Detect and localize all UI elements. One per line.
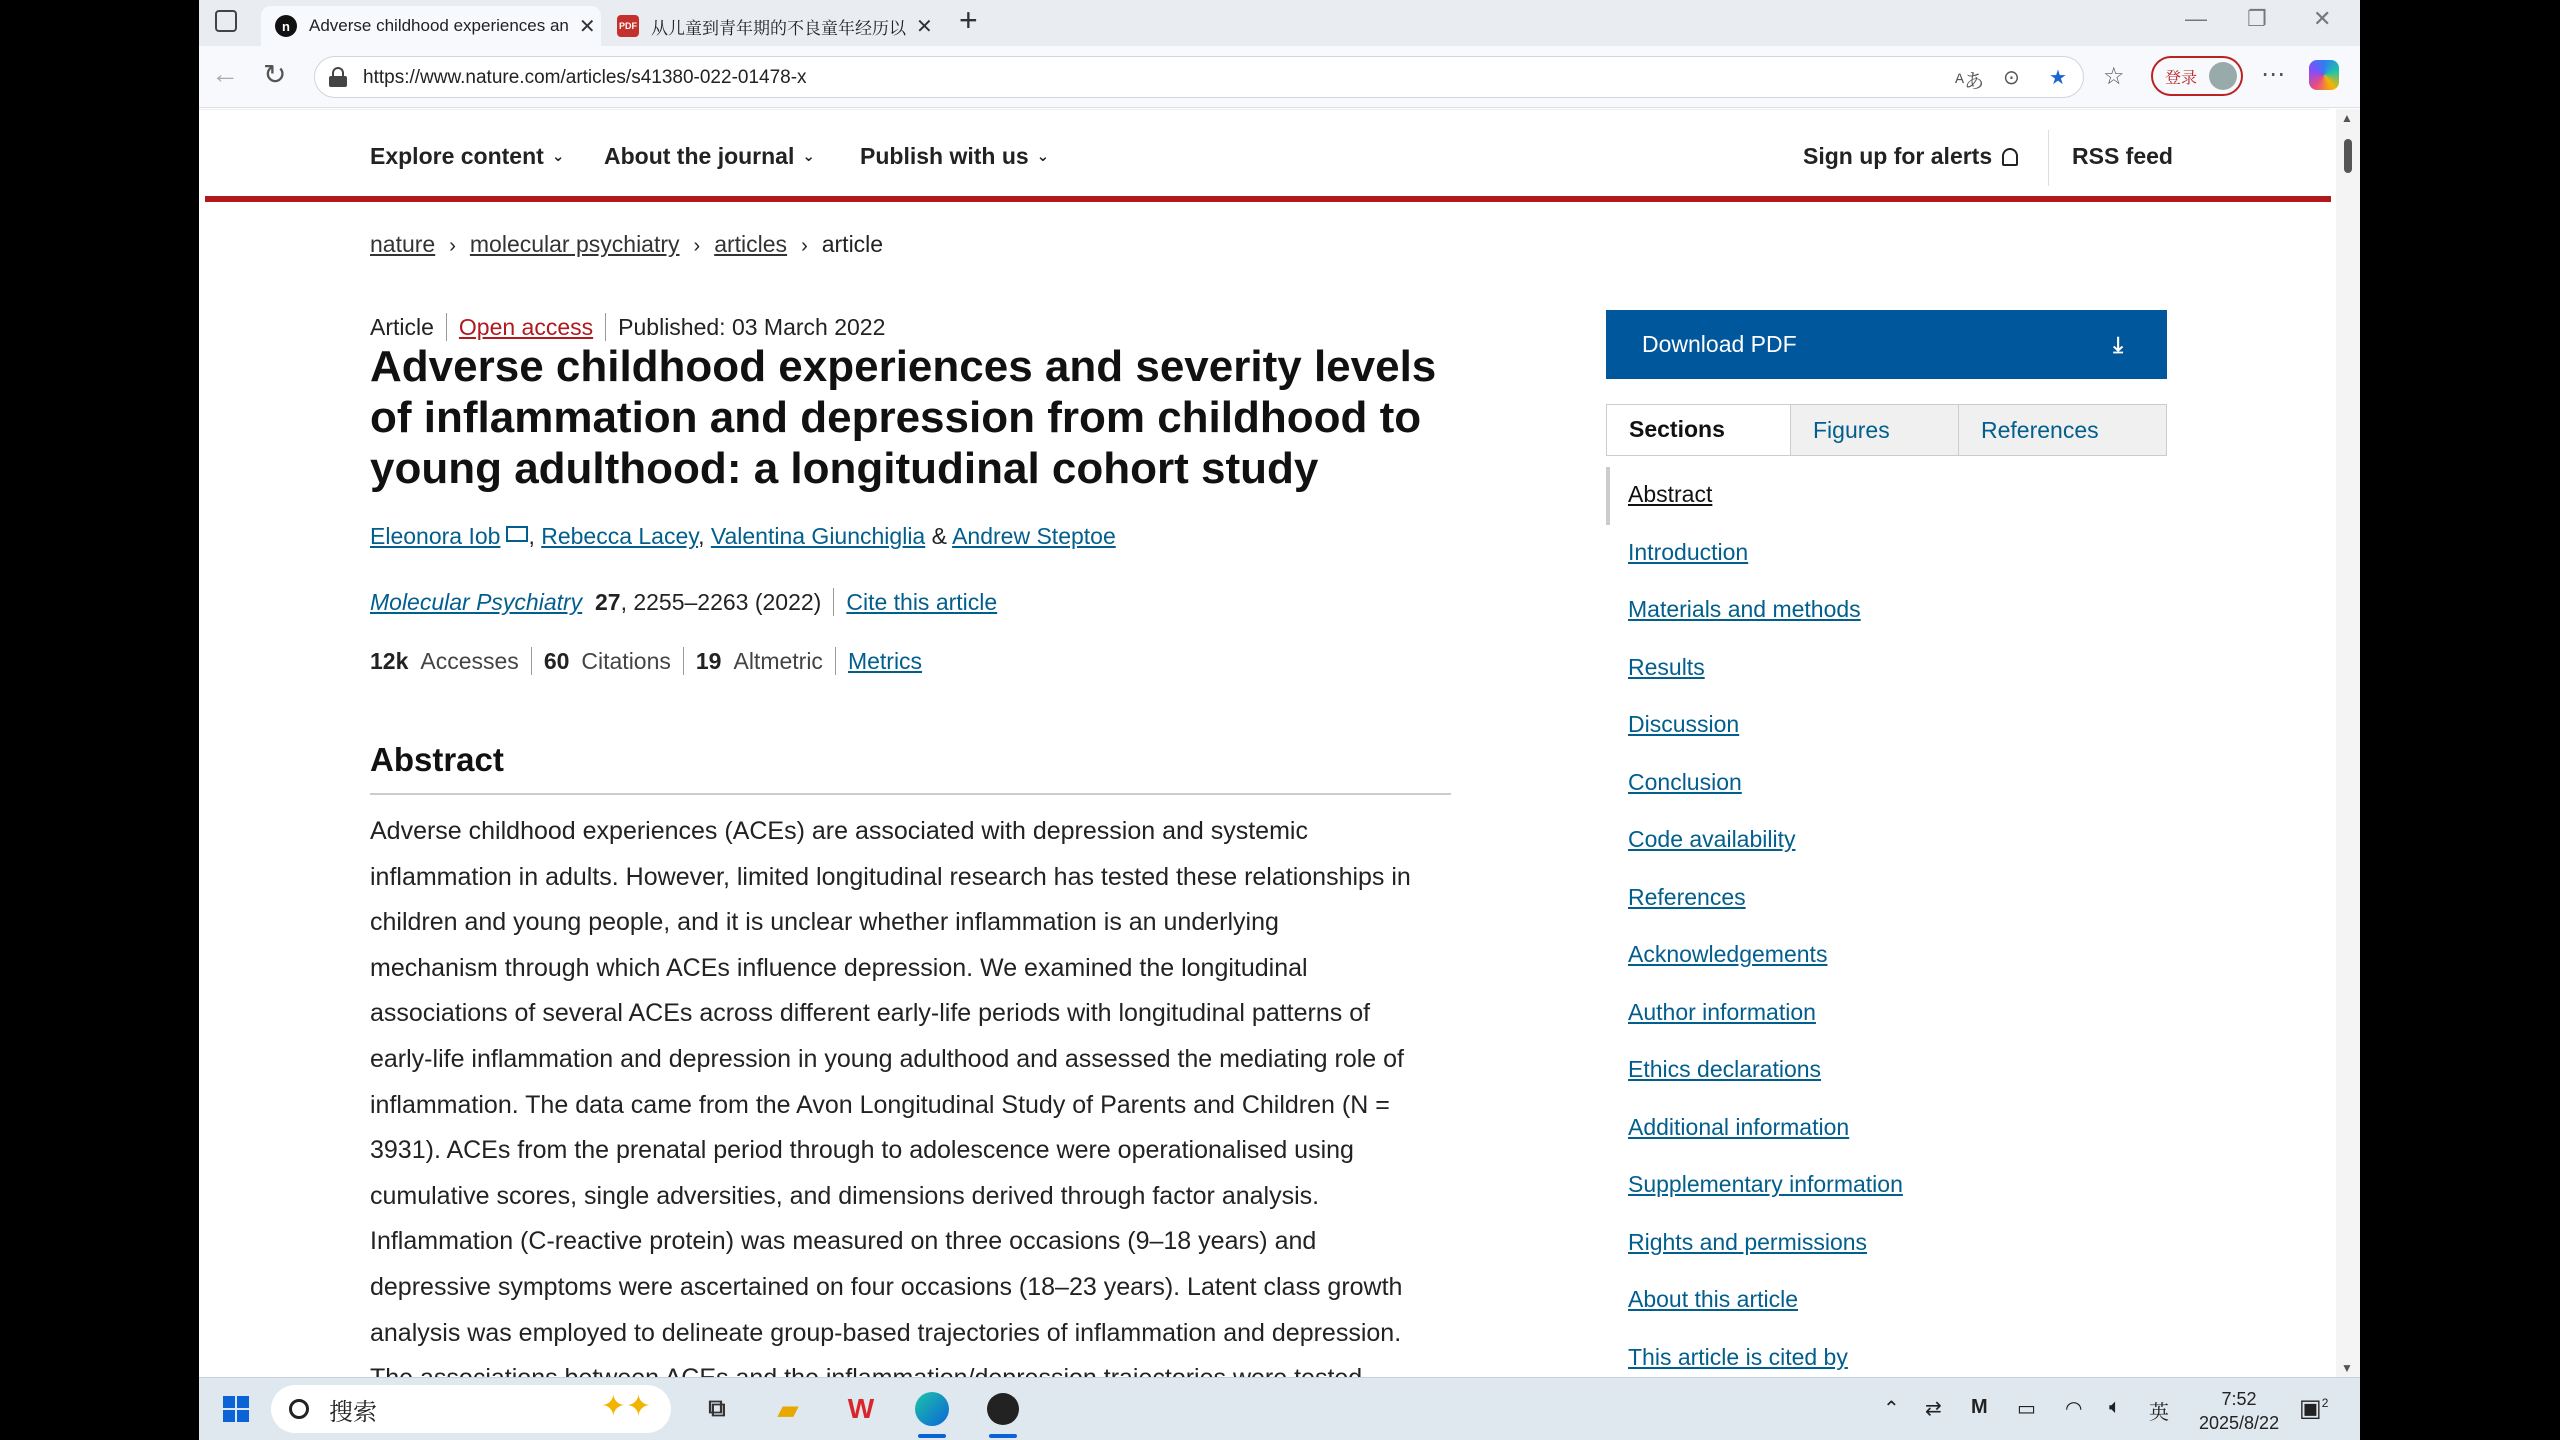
table-of-contents [1606,467,2167,1387]
windows-taskbar [199,1377,2360,1440]
task-view-icon[interactable]: ⧉ [708,1395,726,1422]
page-viewport [199,109,2360,1377]
tab-title: 从儿童到青年期的不良童年经历以 [651,18,906,38]
file-explorer-icon[interactable]: ▰ [777,1393,799,1425]
rss-feed-link[interactable]: RSS feed [2072,143,2173,169]
media-icon[interactable]: M [1971,1396,1988,1418]
section-tabs [1606,404,2167,456]
altmetric-label: Altmetric [733,647,823,674]
lock-icon[interactable] [329,67,347,87]
toc-item-introduction[interactable]: Introduction [1628,538,1749,565]
address-bar[interactable] [314,56,2084,98]
browser-window [199,0,2360,1440]
tab-strip [199,0,2360,46]
published-date: Published: 03 March 2022 [618,313,886,340]
download-icon: ⤓ [2113,332,2123,357]
window-close-icon[interactable]: ✕ [2313,6,2332,31]
metrics-link[interactable]: Metrics [847,647,923,674]
url-text[interactable]: https://www.nature.com/articles/s41380-022-01478-x [363,67,807,88]
toc-item-materials-methods[interactable]: Materials and methods [1628,596,1861,622]
chevron-right-icon: › [693,235,701,257]
wps-office-icon[interactable]: W [847,1393,875,1424]
chevron-right-icon: › [801,235,808,257]
volume-icon[interactable]: 🔈︎ [2109,1396,2121,1418]
toc-item-conclusion[interactable]: Conclusion [1628,768,1742,795]
mail-icon[interactable] [506,526,528,542]
bell-icon [2002,148,2018,166]
abstract-line: mechanism through which ACEs influence depression. We examined the longitudinal [370,953,1308,982]
scroll-up-icon[interactable]: ▲ [2341,111,2353,125]
battery-icon[interactable]: ▭ [2017,1398,2036,1420]
ime-indicator[interactable]: 英 [2149,1402,2169,1424]
altmetric-count: 19 [695,647,722,674]
settings-more-icon[interactable]: ⋯ [2261,61,2285,88]
abstract-line: 3931). ACEs from the prenatal period through to adolescence were operationalised using [370,1136,1354,1165]
abstract-line: cumulative scores, single adversities, and dimensions derived through factor analysis. [370,1181,1320,1210]
nav-publish[interactable]: Publish with us ⌄ [860,143,1050,169]
sign-up-alerts-link[interactable]: Sign up for alerts [1803,143,2018,170]
author-link[interactable]: Valentina Giunchiglia [710,523,926,549]
metrics-line [370,647,922,675]
pdf-favicon-icon: PDF [617,15,639,37]
login-label: 登录 [2165,69,2198,87]
translate-icon[interactable]: ᴬあ [1955,71,1985,93]
accesses-count: 12k [370,647,409,674]
citations-count: 60 [543,647,570,674]
article-type: Article [370,313,434,340]
abstract-line: inflammation. The data came from the Avon Longitudinal Study of Parents and Children (N = [370,1090,1390,1119]
abstract-divider [370,793,1451,795]
cite-article-link[interactable]: Cite this article [846,588,998,615]
author-link[interactable]: Andrew Steptoe [952,523,1116,549]
toc-item-code-availability[interactable]: Code availability [1628,826,1796,852]
notification-count: 2 [2321,1396,2329,1410]
download-pdf-button[interactable] [1606,310,2167,379]
download-pdf-label: Download PDF [1642,331,1797,357]
chevron-down-icon: ⌄ [1036,148,1050,165]
sparkle-icon: ✦✦ [600,1390,651,1423]
tab-sections[interactable]: Sections [1607,405,1790,455]
notification-icon[interactable]: ▣$^2$ [2299,1395,2329,1422]
abstract-heading: Abstract [370,741,504,778]
wifi-icon[interactable]: ◠ [2065,1398,2083,1420]
brand-rule [205,196,2331,202]
breadcrumb-articles[interactable]: articles [714,231,788,257]
toc-item-discussion[interactable]: Discussion [1628,711,1740,737]
toc-item-ethics[interactable]: Ethics declarations [1628,1056,1822,1082]
tab-article[interactable] [261,6,601,46]
abstract-line: children and young people, and it is unclear whether inflammation is an underlying [370,908,1279,937]
sidebar-toggle-icon[interactable] [215,10,237,32]
toc-item-additional-information[interactable]: Additional information [1628,1113,1850,1140]
tray-expand-icon[interactable]: ⌃ [1883,1398,1900,1420]
close-tab-icon[interactable]: ✕ [578,15,596,38]
toc-item-acknowledgements[interactable]: Acknowledgements [1628,941,1828,967]
tab-title: Adverse childhood experiences an [309,16,569,35]
journal-link[interactable]: Molecular Psychiatry [370,588,583,615]
author-link[interactable]: Rebecca Lacey [541,523,699,549]
abstract-text [370,809,1460,1402]
nature-favicon-icon: n [275,15,297,37]
abstract-line: depressive symptoms were ascertained on four occasions (18–23 years). Latent class growth [370,1272,1403,1301]
refresh-icon[interactable]: ↻ [263,59,287,90]
close-tab-icon[interactable]: ✕ [916,15,933,38]
abstract-line: Adverse childhood experiences (ACEs) are associated with depression and systemic [370,817,1308,845]
sync-icon[interactable]: ⇄ [1925,1398,1942,1420]
minimize-icon[interactable]: — [2185,6,2207,31]
nav-explore-content[interactable]: Explore content ⌄ [370,143,565,169]
article-meta [370,313,885,341]
profile-login-button[interactable] [2151,56,2243,96]
search-placeholder: 搜索 [329,1398,377,1426]
abstract-line: analysis was employed to delineate group-based trajectories of inflammation and depression. [370,1318,1402,1347]
author-list: Eleonora Iob , Rebecca Lacey, Valentina Giunchiglia & Andrew Steptoe [370,523,1116,549]
tab-pdf[interactable] [603,6,943,46]
system-clock[interactable] [2199,1387,2279,1435]
more-tools-icon[interactable]: ⊙ [2003,67,2020,89]
toc-item-references[interactable]: References [1628,883,1746,910]
avatar [2209,62,2237,90]
divider [683,647,684,675]
nav-about-journal[interactable]: About the journal ⌄ [604,143,815,169]
tab-references[interactable]: References [1958,405,2166,455]
author-link[interactable]: Eleonora Iob [370,523,501,549]
open-access-link[interactable]: Open access [458,313,594,340]
abstract-line: Inflammation (C-reactive protein) was measured on three occasions (9–18 years) and [370,1227,1317,1256]
clock-time: 7:52 [2221,1389,2257,1409]
pages: , 2255–2263 (2022) [620,588,822,615]
toc-item-supplementary[interactable]: Supplementary information [1628,1171,1903,1197]
toc-item-abstract[interactable]: Abstract [1628,481,1713,507]
breadcrumb-nature[interactable]: nature [370,231,436,257]
divider [833,588,834,616]
restore-icon[interactable]: ❐ [2247,6,2267,31]
edge-browser-icon[interactable] [910,1387,954,1431]
article-title: Adverse childhood experiences and severity levels of inflammation and depression from childhood to young adulthood: a longitudinal cohort study [370,342,1437,493]
toc-item-about-article[interactable]: About this article [1628,1286,1799,1312]
breadcrumb-current: article [821,231,884,257]
toc-current-indicator [1606,467,1610,525]
toc-item-rights[interactable]: Rights and permissions [1628,1228,1868,1255]
scroll-down-icon[interactable]: ▼ [2341,1361,2353,1375]
site-navigation [199,109,2329,197]
chevron-down-icon: ⌄ [551,148,565,165]
search-icon [289,1399,309,1419]
breadcrumb-molecular-psychiatry[interactable]: molecular psychiatry [469,231,680,257]
page-scrollbar[interactable] [2336,109,2360,1377]
favorites-icon[interactable]: ☆ [2103,63,2125,90]
citations-label: Citations [581,647,671,674]
back-icon[interactable]: ← [211,58,239,89]
divider [446,313,447,341]
citation-line [370,588,997,616]
accesses-label: Accesses [420,647,519,674]
taskbar-search[interactable] [271,1385,671,1433]
abstract-line: early-life inflammation and depression in young adulthood and assessed the mediating role of [370,1044,1404,1073]
chevron-down-icon: ⌄ [802,148,815,165]
favorite-star-icon[interactable]: ★ [2049,67,2067,89]
clock-date: 2025/8/22 [2199,1413,2280,1433]
new-tab-icon[interactable]: + [959,2,978,38]
divider [531,647,532,675]
abstract-line: associations of several ACEs across different early-life periods with longitudinal patterns of [370,999,1371,1028]
obs-app-icon[interactable] [981,1387,1025,1431]
nav-divider [2048,130,2049,186]
chevron-right-icon: › [449,235,456,257]
toc-item-results[interactable]: Results [1628,653,1705,680]
scroll-thumb[interactable] [2344,139,2352,173]
copilot-icon[interactable] [2309,60,2339,90]
divider [605,313,606,341]
divider [835,647,836,675]
volume: 27 [594,588,621,615]
toc-item-author-information[interactable]: Author information [1628,998,1816,1025]
toc-item-cited-by[interactable]: This article is cited by [1628,1343,1848,1370]
browser-toolbar [199,46,2360,108]
breadcrumb [370,231,883,258]
tab-figures[interactable]: Figures [1790,405,1958,455]
windows-start-icon[interactable] [223,1396,249,1422]
abstract-line: inflammation in adults. However, limited longitudinal research has tested these relationships in [370,862,1411,891]
